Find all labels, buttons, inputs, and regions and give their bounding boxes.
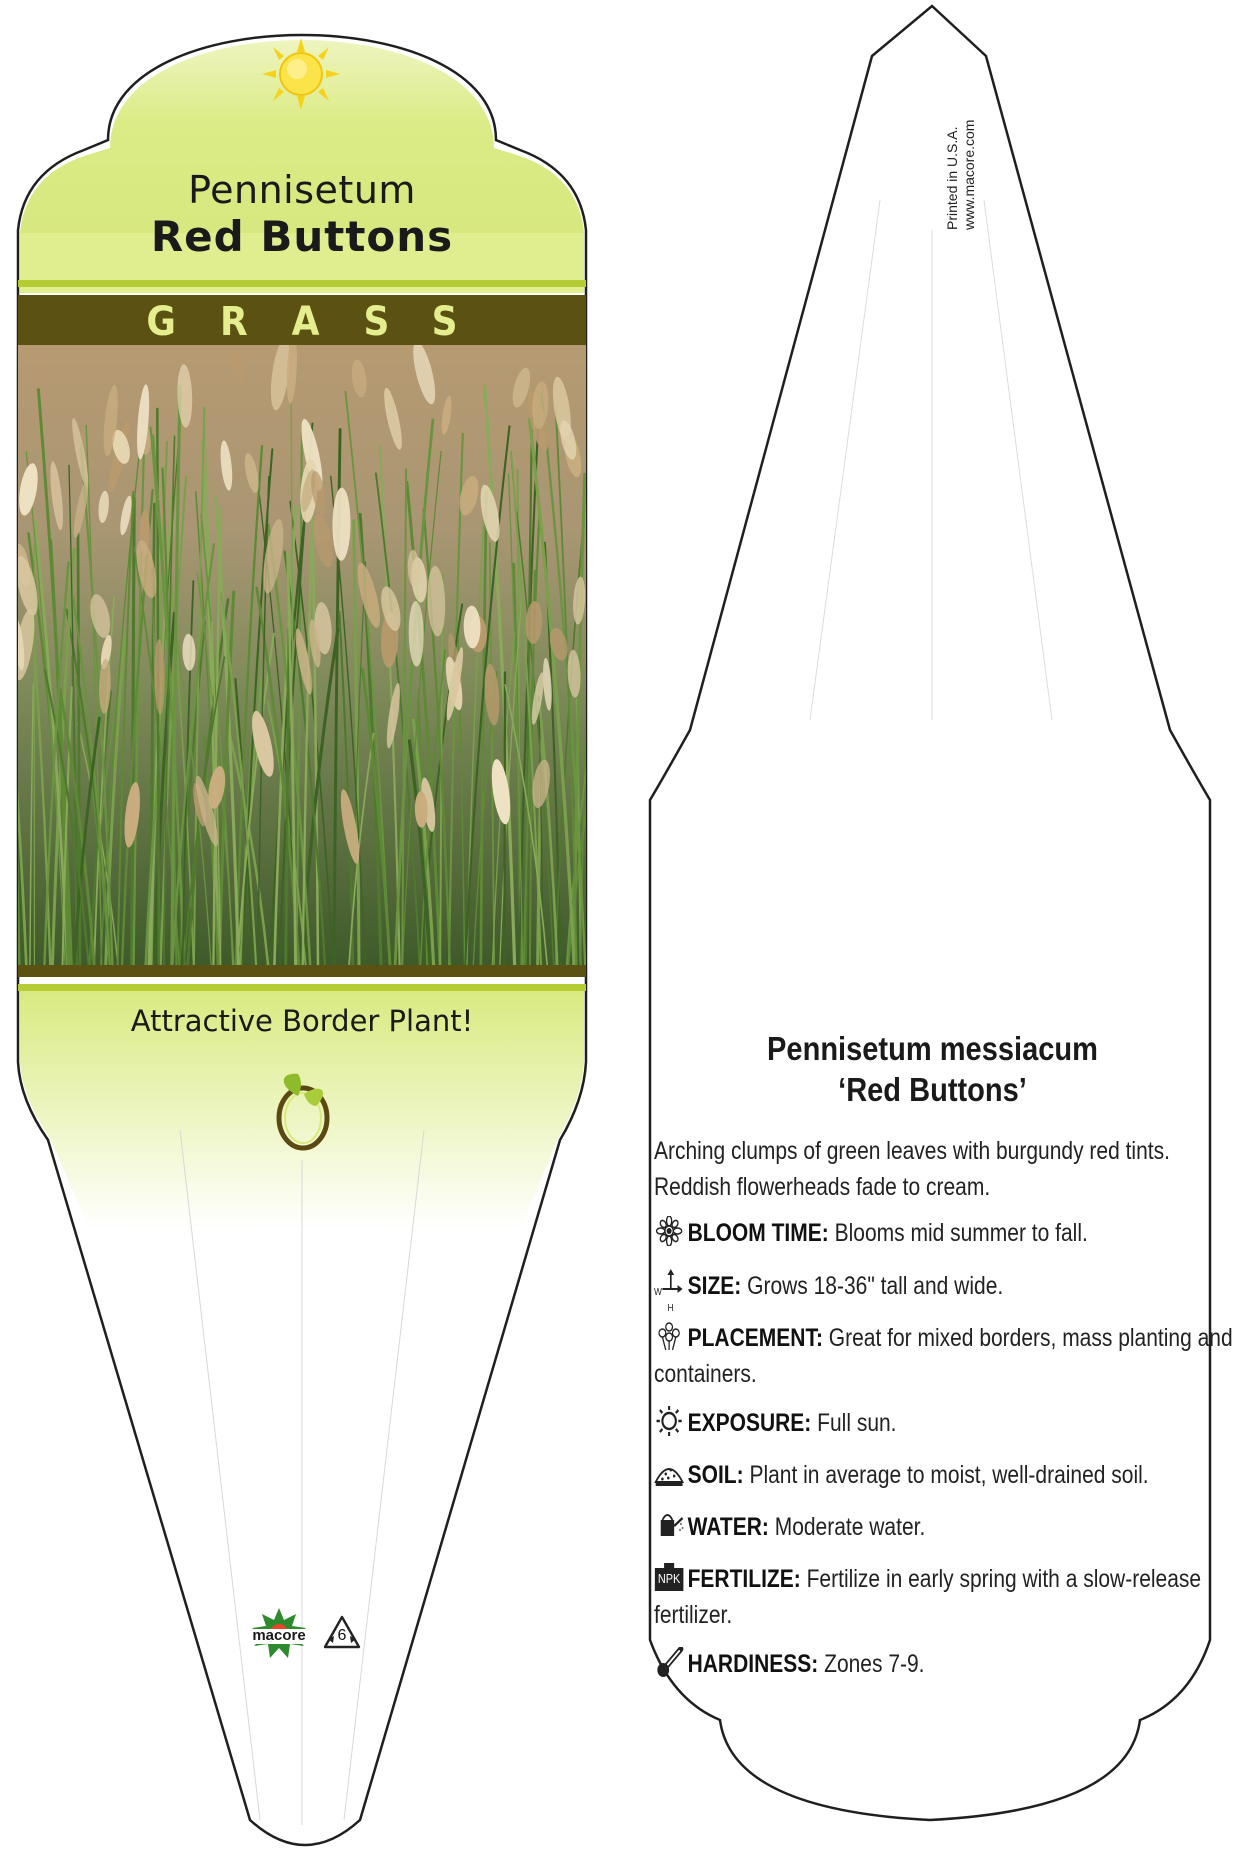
header-stripe xyxy=(18,280,586,287)
care-label: SIZE: xyxy=(687,1272,742,1300)
category-label: GRASS xyxy=(146,299,502,345)
care-water xyxy=(654,1509,1233,1545)
care-fertilize xyxy=(654,1561,1233,1633)
care-text: Plant in average to moist, well-drained soil. xyxy=(749,1461,1149,1489)
brand-name: macore xyxy=(252,1627,306,1644)
cultivar-name: ‘Red Buttons’ xyxy=(838,1071,1027,1108)
category-band xyxy=(18,295,586,345)
care-bloom xyxy=(654,1215,1233,1251)
size-icon xyxy=(654,1269,684,1314)
care-text: Blooms mid summer to fall. xyxy=(834,1219,1088,1247)
care-placement xyxy=(654,1320,1233,1392)
tagline: Attractive Border Plant! xyxy=(130,1004,474,1038)
care-text: Great for mixed borders, mass planting and containers. xyxy=(654,1324,1233,1388)
back-tag-shape xyxy=(650,6,1210,1820)
care-text: Fertilize in early spring with a slow-release fertilizer. xyxy=(654,1565,1202,1629)
recycle-icon xyxy=(322,1614,362,1650)
thermometer-icon xyxy=(654,1647,684,1677)
photo-bottom-stripe xyxy=(18,984,586,991)
placement-icon xyxy=(654,1321,684,1351)
description-text: Arching clumps of green leaves with burgundy red tints. Reddish flowerheads fade to cream. xyxy=(654,1137,1170,1201)
care-label: BLOOM TIME: xyxy=(687,1219,829,1247)
sun-outline-icon xyxy=(654,1406,684,1436)
seedling-icon xyxy=(268,1066,338,1156)
care-text: Grows 18-36" tall and wide. xyxy=(747,1272,1004,1300)
plant-photo xyxy=(18,345,586,965)
care-label: SOIL: xyxy=(687,1461,744,1489)
care-label: HARDINESS: xyxy=(687,1650,819,1678)
sun-icon xyxy=(262,38,340,110)
care-text: Zones 7-9. xyxy=(824,1650,925,1678)
botanical-name-block xyxy=(675,1028,1190,1110)
care-text: Moderate water. xyxy=(774,1513,926,1541)
care-soil xyxy=(654,1457,1233,1493)
care-exposure xyxy=(654,1405,1233,1441)
flower-icon xyxy=(654,1216,684,1246)
size-h: H xyxy=(667,1303,674,1314)
common-name: Pennisetum xyxy=(188,168,416,212)
print-info xyxy=(944,120,978,230)
description xyxy=(654,1133,1233,1205)
care-hardiness xyxy=(654,1646,1233,1682)
npk-text: NPK xyxy=(657,1571,681,1586)
variety-name: Red Buttons xyxy=(150,212,454,261)
printed-in: Printed in U.S.A. xyxy=(944,126,960,230)
botanical-name: Pennisetum messiacum xyxy=(767,1030,1098,1067)
care-label: FERTILIZE: xyxy=(687,1565,801,1593)
website: www.macore.com xyxy=(961,119,977,230)
npk-icon xyxy=(654,1562,684,1592)
recycle-code: 6 xyxy=(337,1627,347,1644)
size-w: W xyxy=(654,1287,662,1298)
photo-bottom-band xyxy=(18,965,586,977)
soil-icon xyxy=(654,1458,684,1488)
care-text: Full sun. xyxy=(817,1409,897,1437)
care-label: EXPOSURE: xyxy=(687,1409,812,1437)
care-size xyxy=(654,1268,1233,1314)
brand-logo xyxy=(244,1606,314,1662)
watering-can-icon xyxy=(654,1510,684,1540)
care-label: PLACEMENT: xyxy=(687,1324,823,1352)
care-label: WATER: xyxy=(687,1513,769,1541)
